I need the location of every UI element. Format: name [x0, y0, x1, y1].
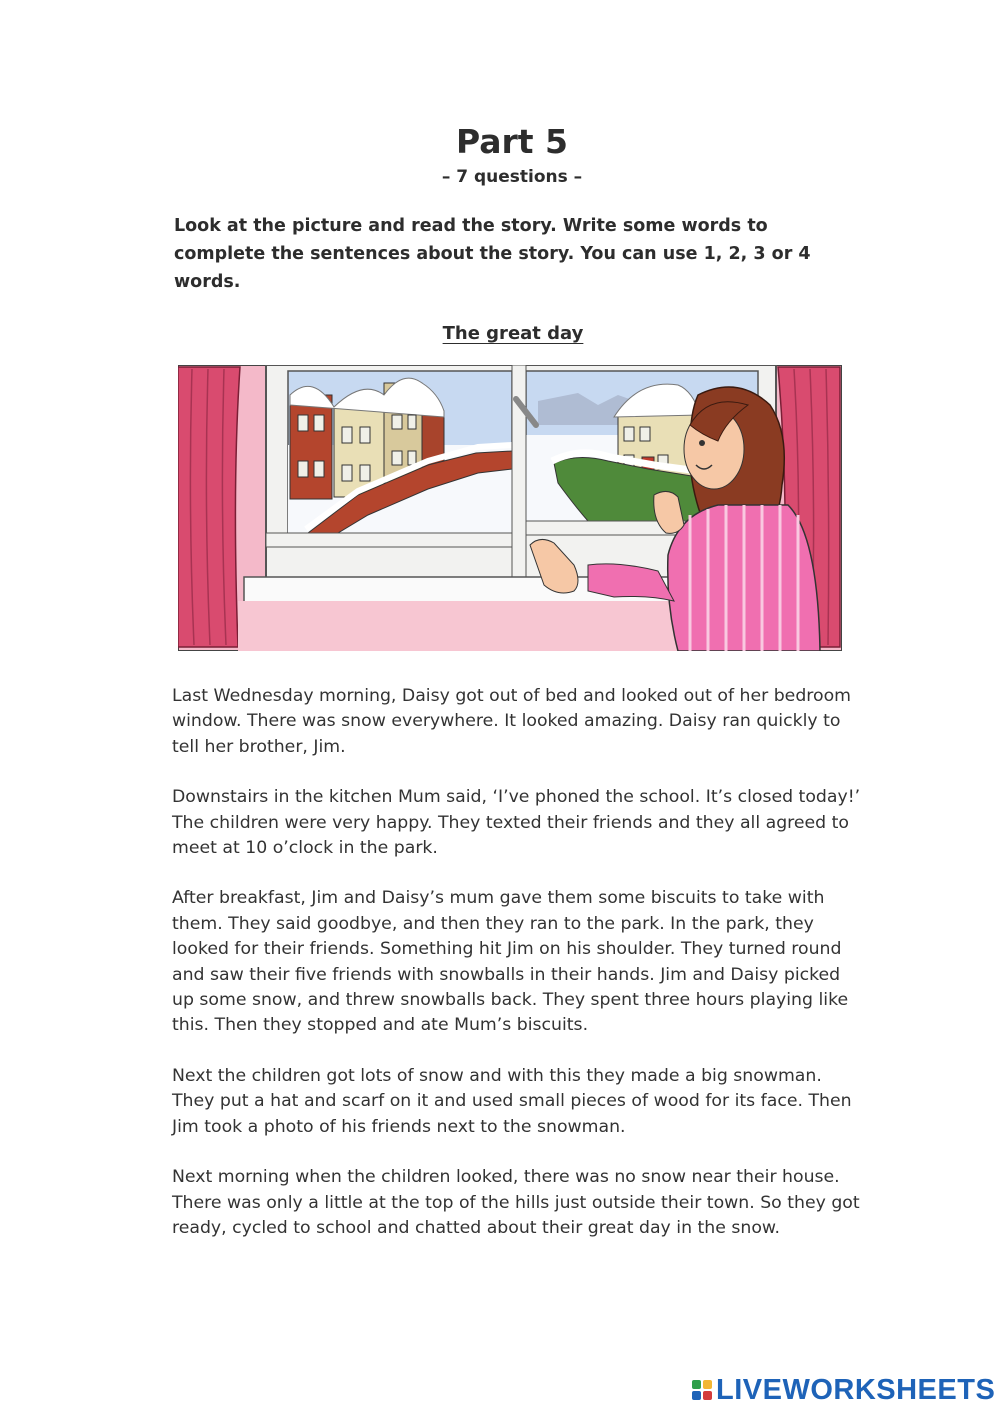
- liveworksheets-logo[interactable]: [692, 1373, 995, 1407]
- story-title-container: [0, 323, 1000, 344]
- question-count: – 7 questions –: [441, 167, 583, 187]
- story-paragraph-4: Next the children got lots of snow and with this they made a big snowman. They put a hat and scarf on it and used small pieces of wood for its face. Then Jim took a photo of his friends next to the snowman.: [172, 1065, 852, 1137]
- liveworksheets-logo-icon: [692, 1380, 712, 1400]
- instructions: Look at the picture and read the story. Write some words to complete the sentences about the story. You can use 1, 2, 3 or 4 words.: [174, 216, 811, 292]
- story-paragraph-3: After breakfast, Jim and Daisy’s mum gave them some biscuits to take with them. They said goodbye, and then they ran to the park. In the park, they looked for their friends. Something hit Jim on his shoulder. They turned round and saw their five friends with snowballs in their hands. Jim and Daisy picked up some snow, and threw snowballs back. They spent three hours playing like this. Then they stopped and ate Mum’s biscuits.: [172, 888, 849, 1036]
- story-paragraph-1: Last Wednesday morning, Daisy got out of bed and looked out of her bedroom window. There was snow everywhere. It looked amazing. Daisy ran quickly to tell her brother, Jim.: [172, 686, 851, 757]
- story-title: The great day: [442, 323, 584, 344]
- story-paragraph-5: Next morning when the children looked, there was no snow near their house. There was only a little at the top of the hills just outside their town. So they got ready, cycled to school and chatted about their great day in the snow.: [172, 1167, 860, 1238]
- story-paragraph-2: Downstairs in the kitchen Mum said, ‘I’ve phoned the school. It’s closed today!’ The children were very happy. They texted their friends and they all agreed to meet at 10 o’clock in the park.: [172, 787, 861, 859]
- page-title: Part 5: [455, 122, 569, 161]
- story-text: [172, 684, 862, 1266]
- liveworksheets-logo-text: LIVEWORKSHEETS: [716, 1373, 996, 1406]
- story-illustration: [178, 365, 842, 651]
